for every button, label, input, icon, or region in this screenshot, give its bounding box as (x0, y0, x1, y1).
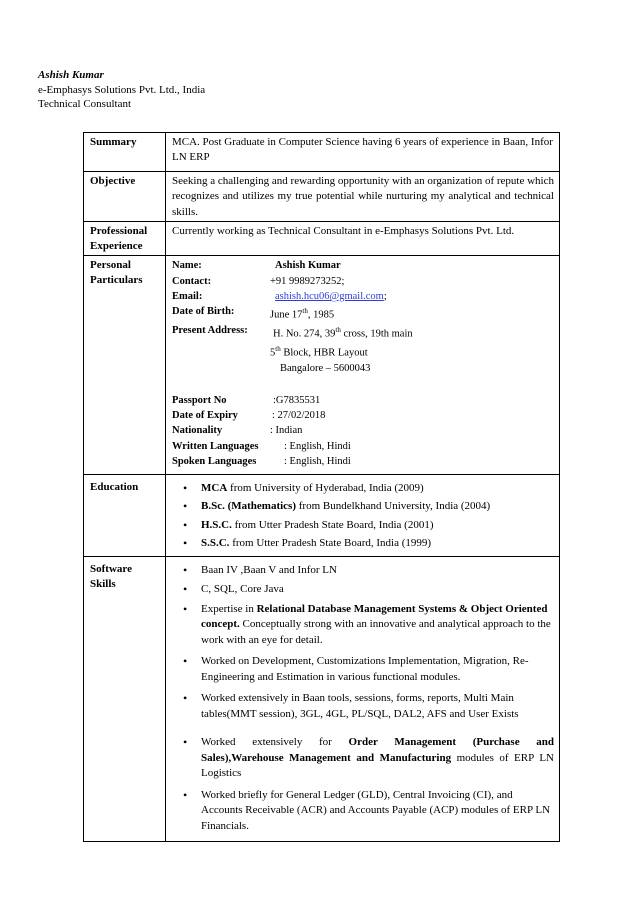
education-list (172, 481, 554, 552)
email-row (172, 289, 554, 304)
nationality-key: Nationality (172, 425, 223, 437)
passport-row (172, 393, 554, 408)
list-item: • C, SQL, Core Java (201, 582, 554, 598)
name-value: Ashish Kumar (275, 260, 341, 272)
contact-row (172, 274, 554, 289)
list-item: • Baan IV ,Baan V and Infor LN (201, 563, 554, 579)
passport-key: Passport No (172, 394, 227, 406)
dob-key: Date of Birth: (172, 306, 235, 318)
email-semicolon: ; (383, 291, 387, 303)
job-title: Technical Consultant (38, 98, 132, 110)
skills-label-line-2: Skills (90, 577, 116, 590)
personal-row (84, 256, 560, 474)
expiry-value: : 27/02/2018 (272, 409, 326, 421)
experience-label-line-2: Experience (90, 240, 143, 253)
personal-details (166, 256, 560, 474)
summary-row (84, 133, 560, 172)
name-key: Name: (172, 260, 202, 272)
address-key: Present Address: (172, 325, 248, 337)
experience-row (84, 222, 560, 256)
dob-row (172, 304, 554, 323)
personal-label-line-1: Personal (90, 259, 131, 272)
name-row (172, 258, 554, 273)
passport-value: :G7835531 (273, 394, 321, 406)
address-line-3: Bangalore – 5600043 (280, 363, 371, 375)
written-languages-row (172, 439, 554, 454)
personal-label (84, 256, 166, 474)
summary-text: MCA. Post Graduate in Computer Science having 6 years of experience in Baan, Infor LN ERP (166, 133, 560, 172)
list-item: • S.S.C. from Utter Pradesh State Board, India (1999) (201, 536, 554, 552)
list-item: • MCA from University of Hyderabad, India (2009) (201, 481, 554, 497)
list-item: • Worked extensively in Baan tools, sessions, forms, reports, Multi Main tables(MMT session), 3GL, 4GL, PL/SQL, DAL2, AFS and User Exists (201, 691, 554, 722)
candidate-name: Ashish Kumar (38, 69, 104, 81)
email-link[interactable]: ashish.hcu06@gmail.com (275, 291, 384, 303)
spoken-languages-row (172, 454, 554, 469)
summary-label: Summary (84, 133, 166, 172)
nationality-value: : Indian (270, 425, 303, 437)
skills-row (84, 556, 560, 842)
address-line-1: H. No. 274, 39th cross, 19th main (273, 326, 413, 340)
resume-header (38, 68, 205, 112)
list-item: • Worked extensively for Order Management (Purchase and Sales),Warehouse Management and Manufacturing modules of ERP LN Logistics (201, 735, 554, 782)
written-languages-value: : English, Hindi (284, 440, 351, 452)
company-line: e-Emphasys Solutions Pvt. Ltd., India (38, 83, 206, 96)
contact-key: Contact: (172, 275, 212, 287)
skills-label-line-1: Software (90, 562, 132, 575)
skills-details (166, 556, 560, 842)
resume-table (83, 132, 560, 842)
objective-row (84, 172, 560, 222)
objective-label: Objective (84, 172, 166, 222)
personal-label-line-2: Particulars (90, 274, 143, 287)
skills-list (172, 563, 554, 835)
email-key: Email: (172, 291, 203, 303)
expiry-row (172, 408, 554, 423)
experience-label-line-1: Professional (90, 225, 148, 238)
list-item: • Worked on Development, Customizations Implementation, Migration, Re-Engineering and Estimation in various functional modules. (201, 654, 554, 685)
list-item: • Worked briefly for General Ledger (GLD), Central Invoicing (CI), and Accounts Receivable (ACR) and Accounts Payable (ACP) modules of ERP LN Financials. (201, 788, 554, 835)
expiry-key: Date of Expiry (172, 409, 238, 421)
dob-value: June 17th, 1985 (270, 307, 335, 321)
address-line-2: 5th Block, HBR Layout (270, 345, 368, 359)
experience-label (84, 222, 166, 256)
list-item: • B.Sc. (Mathematics) from Bundelkhand University, India (2004) (201, 499, 554, 515)
skills-label (84, 556, 166, 842)
education-details (166, 474, 560, 556)
list-item: • Expertise in Relational Database Management Systems & Object Oriented concept. Conceptually strong with an innovative and analytical approach to the work with an eye for detail. (201, 602, 554, 649)
education-label: Education (84, 474, 166, 556)
spoken-languages-value: : English, Hindi (284, 456, 351, 468)
objective-text: Seeking a challenging and rewarding opportunity with an organization of repute which recognizes and utilizes my true potential while nurturing my analytical and technical skills. (166, 172, 560, 222)
nationality-row (172, 423, 554, 438)
written-languages-key: Written Languages (172, 440, 259, 452)
address-row (172, 323, 554, 342)
spoken-languages-key: Spoken Languages (172, 456, 257, 468)
contact-value: +91 9989273252; (270, 275, 345, 287)
experience-text: Currently working as Technical Consultant in e-Emphasys Solutions Pvt. Ltd. (166, 222, 560, 256)
education-row (84, 474, 560, 556)
list-item: • H.S.C. from Utter Pradesh State Board, India (2001) (201, 518, 554, 534)
